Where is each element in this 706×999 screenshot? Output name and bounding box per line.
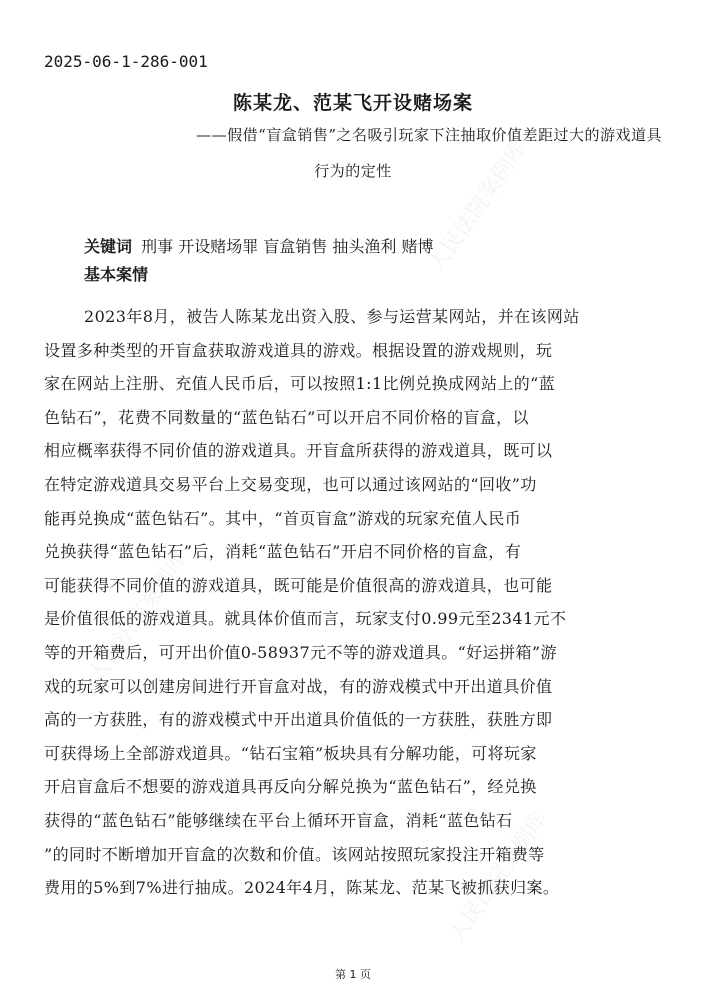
watermark: 人民法院案例库 [424,136,534,277]
subtitle-line-2: 行为的定性 [314,162,392,180]
paragraph-line: 色钻石”，花费不同数量的“蓝色钻石”可以开启不同价格的盲盒，以 [44,407,529,427]
paragraph-line: 开启盲盒后不想要的游戏道具再反向分解兑换为“蓝色钻石”，经兑换 [44,777,537,797]
paragraph-line: 高的一方获胜，有的游戏模式中开出道具价值低的一方获胜，获胜方即 [44,710,553,730]
watermark: 人民法院案例库 [444,806,554,947]
keywords [84,234,433,257]
paragraph-line: 能再兑换成“蓝色钻石”。其中，“首页盲盒”游戏的玩家充值人民币 [44,508,522,528]
subtitle-line-1: ——假借“盲盒销售”之名吸引玩家下注抽取价值差距过大的游戏道具 [196,126,662,144]
paragraph-line: ”的同时不断增加开盲盒的次数和价值。该网站按照玩家投注开箱费等 [44,844,545,864]
paragraph-line: 可能获得不同价值的游戏道具，既可能是价值很高的游戏道具，也可能 [44,575,553,595]
paragraph-line: 兑换获得“蓝色钻石”后，消耗“蓝色钻石”开启不同价格的盲盒，有 [44,542,522,562]
keywords-list: 刑事 开设赌场罪 盲盒销售 抽头渔利 赌博 [141,237,434,256]
paragraph-line: 获得的“蓝色钻石”能够继续在平台上循环开盲盒，消耗“蓝色钻石 [44,810,513,830]
paragraph-line: 费用的5%到7%进行抽成。2024年4月，陈某龙、范某飞被抓获归案。 [44,878,560,898]
paragraph-line: 是价值很低的游戏道具。就具体价值而言，玩家支付0.99元至2341元不 [44,609,567,629]
paragraph-line: 家在网站上注册、充值人民币后，可以按照1:1比例兑换成网站上的“蓝 [44,374,556,394]
paragraph-line: 在特定游戏道具交易平台上交易变现，也可以通过该网站的“回收”功 [44,474,537,494]
paragraph-line: 相应概率获得不同价值的游戏道具。开盲盒所获得的游戏道具，既可以 [44,441,553,461]
paragraph-line: 2023年8月，被告人陈某龙出资入股、参与运营某网站，并在该网站 [84,307,580,326]
paragraph-line: 可获得场上全部游戏道具。“钻石宝箱”板块具有分解功能，可将玩家 [44,743,537,763]
page-number: 第 1 页 [335,968,371,981]
watermark: 人民法院案例库 [84,546,194,687]
paragraph-line: 设置多种类型的开盲盒获取游戏道具的游戏。根据设置的游戏规则，玩 [44,340,553,360]
section-heading: 基本案情 [84,265,149,284]
keywords-label: 关键词 [84,237,133,256]
paragraph-line: 戏的玩家可以创建房间进行开盲盒对战，有的游戏模式中开出道具价值 [44,676,553,696]
case-paragraph [44,300,662,905]
document-id: 2025-06-1-286-001 [44,52,208,71]
paragraph-line: 等的开箱费后，可开出价值0-58937元不等的游戏道具。“好运拼箱”游 [44,642,557,662]
page-title: 陈某龙、范某飞开设赌场案 [232,92,473,114]
